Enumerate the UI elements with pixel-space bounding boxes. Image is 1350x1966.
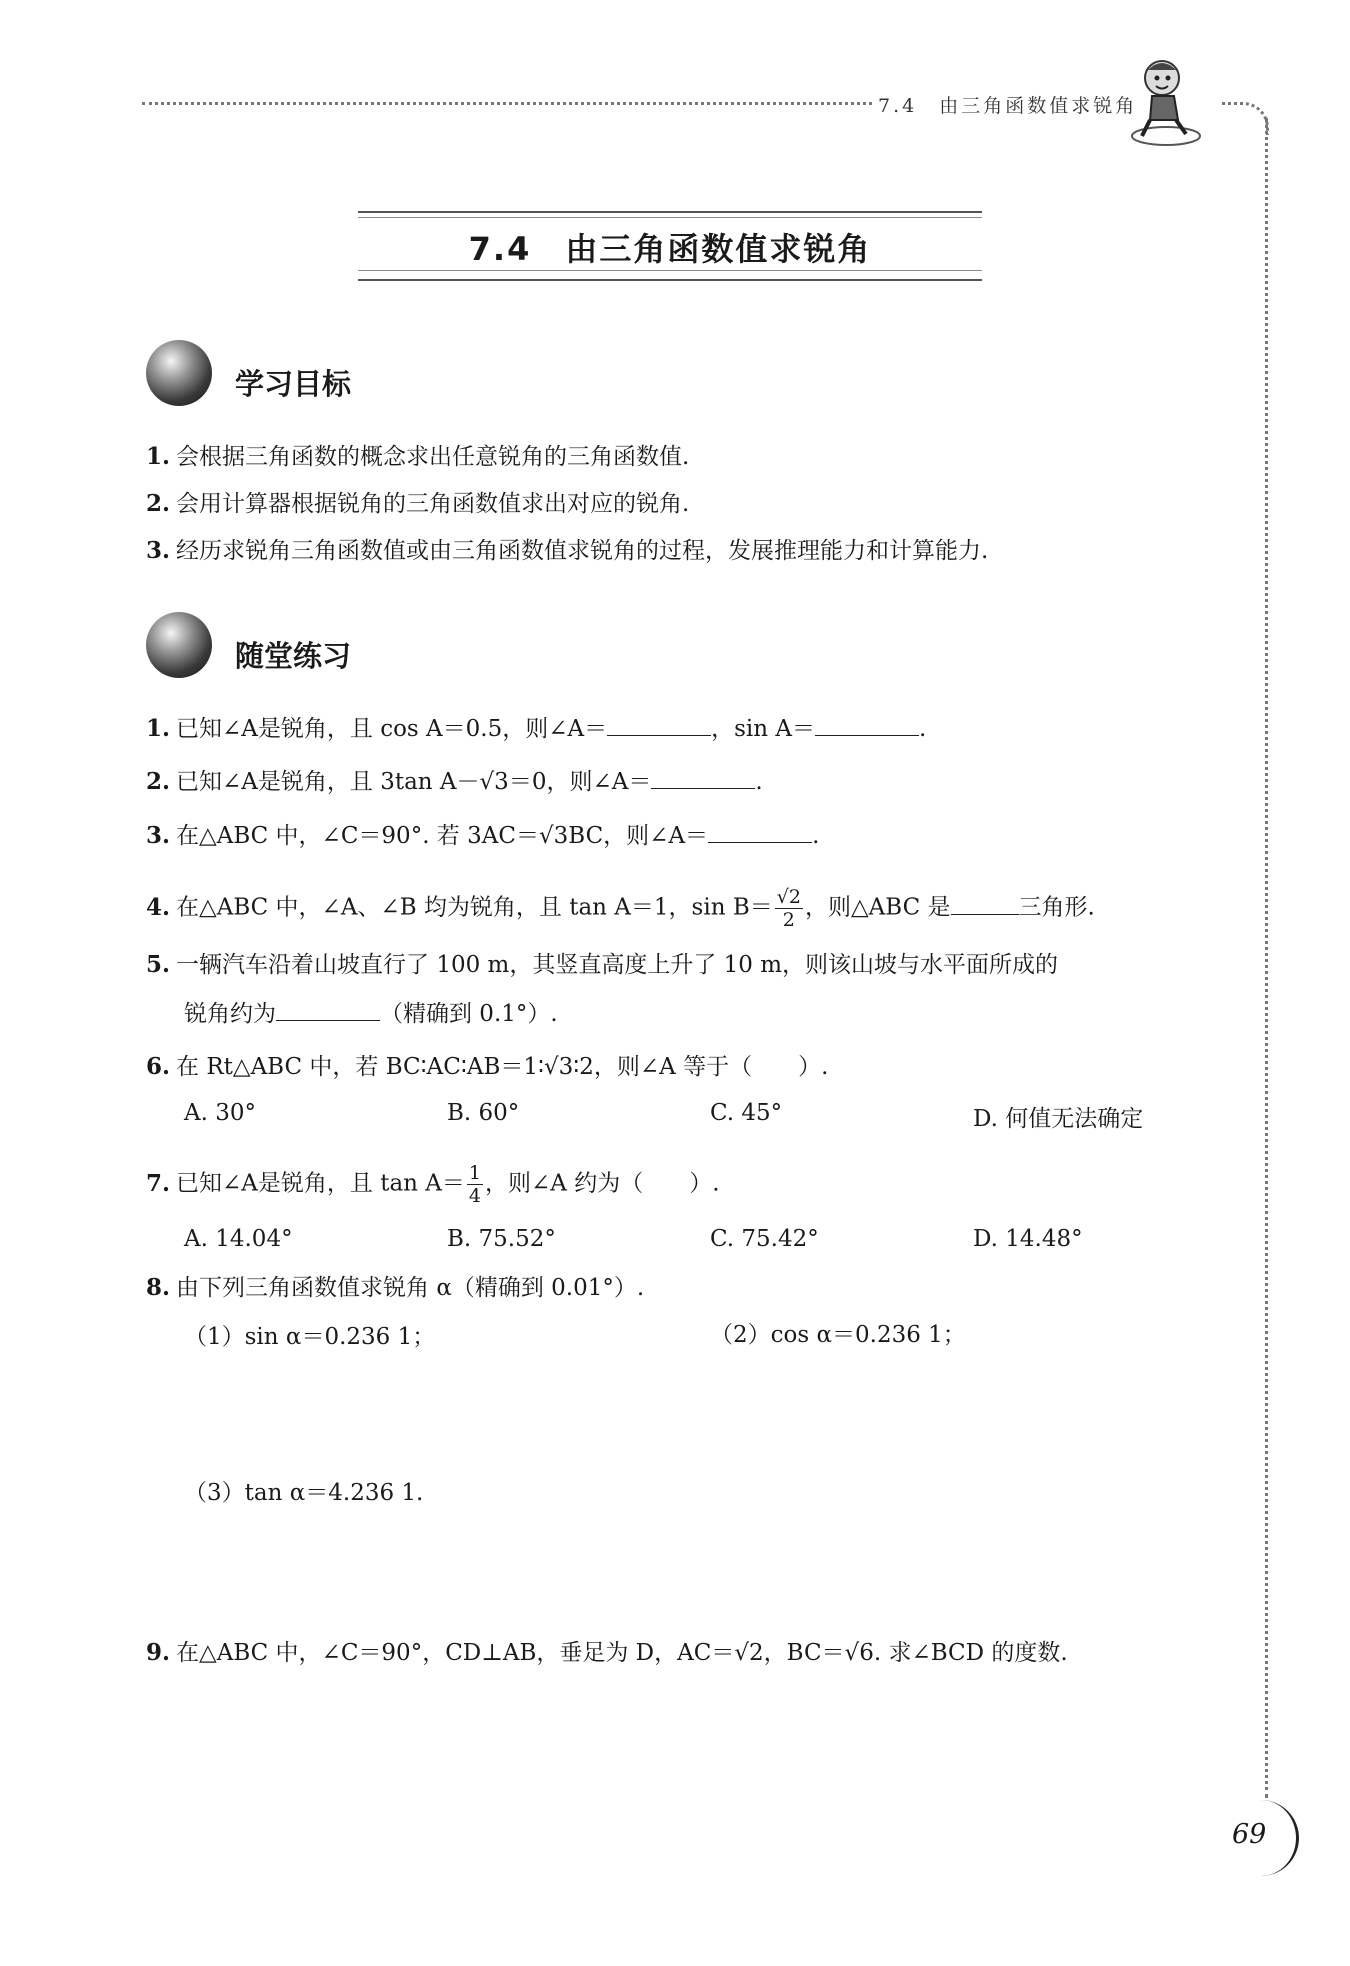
answer-blank bbox=[607, 713, 711, 736]
section-title: 学习目标 bbox=[235, 367, 352, 401]
option-d: D. 14.48° bbox=[973, 1226, 1083, 1252]
question-8-part-3: （3）tan α＝4.236 1. bbox=[184, 1480, 424, 1506]
option-b: B. 75.52° bbox=[447, 1226, 556, 1252]
question-7: 7. 已知∠A是锐角，且 tan A＝ $\frac{1}{4}$ ，则∠A 约为（ ）. bbox=[146, 1162, 720, 1207]
section-ball-icon bbox=[146, 340, 212, 406]
section-title: 随堂练习 bbox=[235, 639, 352, 673]
question-4: 4. 在△ABC 中，∠A、∠B 均为锐角，且 tan A＝1，sin B＝ $\frac{√2}{2}$ ，则△ABC 是 三角形. bbox=[146, 886, 1095, 931]
fraction: $\frac{1}{4}$ bbox=[468, 1162, 481, 1207]
mascot-illustration bbox=[1126, 56, 1202, 148]
answer-blank bbox=[815, 713, 919, 736]
answer-blank bbox=[651, 766, 755, 789]
question-8-part-2: （2）cos α＝0.236 1； bbox=[710, 1322, 966, 1348]
question-9: 9. 在△ABC 中，∠C＝90°，CD⊥AB，垂足为 D，AC＝√2，BC＝√6. 求∠BCD 的度数. bbox=[146, 1639, 1068, 1666]
question-5: 5. 一辆汽车沿着山坡直行了 100 m，其竖直高度上升了 10 m，则该山坡与水平面所成的 bbox=[146, 951, 1059, 978]
page-title: 7.4 由三角函数值求锐角 bbox=[468, 230, 872, 268]
answer-blank bbox=[708, 820, 812, 843]
option-c: C. 75.42° bbox=[710, 1226, 819, 1252]
question-2: 2. 已知∠A是锐角，且 3tan A－√3＝0，则∠A＝ . bbox=[146, 768, 763, 795]
question-5-cont: 锐角约为 （精确到 0.1°）. bbox=[184, 998, 558, 1029]
section-globe-icon bbox=[146, 612, 212, 678]
question-3: 3. 在△ABC 中，∠C＝90°. 若 3AC＝√3BC，则∠A＝ . bbox=[146, 822, 820, 849]
running-title: 7.4 由三角函数值求锐角 bbox=[878, 95, 1138, 117]
page-corner-rule bbox=[1222, 102, 1269, 135]
title-inner-rule bbox=[358, 217, 982, 218]
title-inner-rule bbox=[358, 270, 982, 271]
option-a: A. 14.04° bbox=[184, 1226, 293, 1252]
page-number: 69 bbox=[1232, 1819, 1267, 1850]
objective-item: 1. 会根据三角函数的概念求出任意锐角的三角函数值. bbox=[146, 443, 690, 470]
header-rule bbox=[142, 102, 872, 105]
objective-item: 3. 经历求锐角三角函数值或由三角函数值求锐角的过程，发展推理能力和计算能力. bbox=[146, 537, 989, 564]
option-b: B. 60° bbox=[447, 1100, 520, 1126]
option-d: D. 何值无法确定 bbox=[973, 1106, 1144, 1132]
question-1: 1. 已知∠A是锐角，且 cos A＝0.5，则∠A＝ ，sin A＝ . bbox=[146, 715, 927, 742]
question-8-part-1: （1）sin α＝0.236 1； bbox=[184, 1324, 436, 1350]
question-8: 8. 由下列三角函数值求锐角 α（精确到 0.01°）. bbox=[146, 1274, 645, 1301]
answer-blank bbox=[276, 998, 380, 1021]
fraction: $\frac{√2}{2}$ bbox=[776, 886, 801, 931]
side-rule bbox=[1265, 118, 1268, 1798]
option-c: C. 45° bbox=[710, 1100, 783, 1126]
question-6: 6. 在 Rt△ABC 中，若 BC∶AC∶AB＝1∶√3∶2，则∠A 等于（ ）. bbox=[146, 1053, 829, 1080]
option-a: A. 30° bbox=[184, 1100, 256, 1126]
objective-item: 2. 会用计算器根据锐角的三角函数值求出对应的锐角. bbox=[146, 490, 690, 517]
answer-blank bbox=[951, 892, 1019, 915]
